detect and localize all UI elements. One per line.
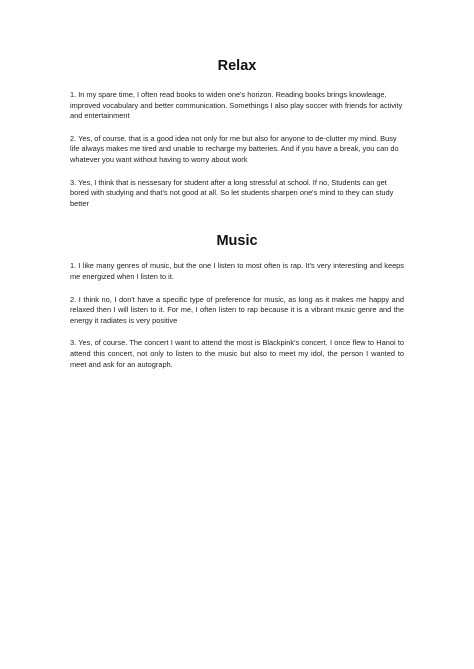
relax-paragraph-1: 1. In my spare time, I often read books to widen one's horizon. Reading books brings knowleage, improved vocabulary and better communication. Somethings I also play soccer with friends for activity and entertainment [70, 90, 403, 121]
relax-paragraph-2: 2. Yes, of course. that is a good idea not only for me but also for anyone to de-clutter my mind. Busy life always makes me tired and unable to recharge my batteries. And if you have a break, you can do whatever you want without having to worry about work [70, 133, 399, 164]
relax-section [70, 0, 404, 209]
music-heading: Music [216, 233, 258, 250]
music-paragraph-3: 3. Yes, of course. The concert I want to attend the most is Blackpink's concert. I once flew to Hanoi to attend this concert, not only to listen to the music but also to meet my idol, the person I wanted to meet and ask for an autograph. [70, 338, 404, 369]
music-paragraph-2: 2. I think no, I don't have a specific type of preference for music, as long as it makes me happy and relaxed then I will listen to it. For me, I often listen to rap because it is a vibrant music genre and the energy it radiates is very positive [70, 294, 404, 325]
music-section [70, 221, 404, 370]
relax-heading: Relax [217, 58, 257, 74]
relax-paragraph-3: 3. Yes, I think that is nessesary for student after a long stressful at school. If no, Students can get bored with studying and that's not good at all. So let students sharpen one's mind to they can study better [70, 177, 394, 208]
music-paragraph-1: 1. I like many genres of music, but the one I listen to most often is rap. It's very interesting and keeps me energized when I listen to it. [70, 261, 404, 281]
